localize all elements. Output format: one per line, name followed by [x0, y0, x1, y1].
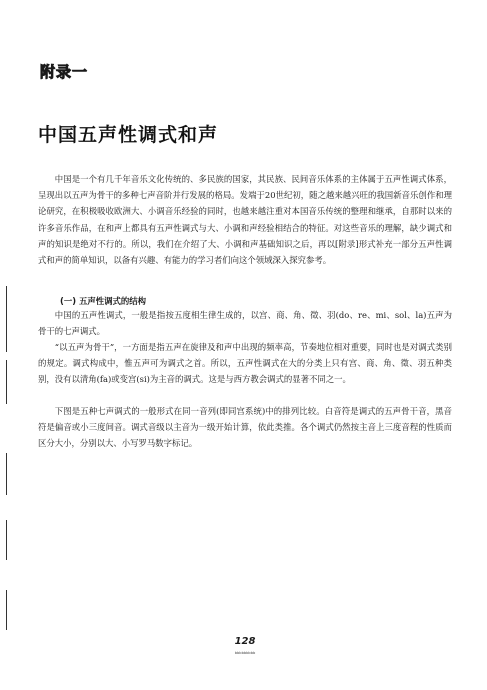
chapter-title: 中国五声性调式和声 — [38, 124, 219, 146]
appendix-label: 附录一 — [40, 63, 89, 81]
scan-margin-line — [6, 590, 7, 630]
scan-margin-line — [6, 453, 7, 495]
page-number: 128 — [234, 636, 256, 647]
footer-mark: bbbbbbbbb — [234, 651, 256, 655]
scan-margin-line — [6, 360, 7, 404]
scan-margin-line — [6, 286, 7, 352]
section-heading: (一) 五声性调式的结构 — [60, 296, 146, 306]
body-paragraph: 下图是五种七声调式的一般形式在同一音列(即同宫系统)中的排列比较。白音符是调式的五声骨干音，黑音符是偏音或小三度间音。调式音级以主音为一级开始计算，依此类推。各个调式仍然按主音上三度音程的性质而区分大小，分别以大、小写罗马数字标记。 — [38, 406, 452, 449]
intro-paragraph: 中国是一个有几千年音乐文化传统的、多民族的国家，其民族、民间音乐体系的主体属于五声性调式体系，呈现出以五声为骨干的多种七声音阶并行发展的格局。发端于20世纪初，随之越来越兴旺的我国新音乐创作和理论研究，在积极吸收欧洲大、小调音乐经验的同时，也越来越注重对本国音乐传统的整理和继承，自那时以来的许多音乐作品，在和声上都具有五声性调式与大、小调和声经验相结合的特征。对这些音乐的理解，缺少调式和声的知识是绝对不行的。所以，我们在介绍了大、小调和声基础知识之后，再以[附录]形式补充一部分五声性调式和声的简单知识，以备有兴趣、有能力的学习者们向这个领域深入探究参考。 — [38, 174, 452, 266]
body-paragraph: 中国的五声性调式，一般是指按五度相生律生成的，以宫、商、角、徵、羽(do、re、mi、sol、la)五声为骨干的七声调式。 — [38, 310, 452, 337]
scan-margin-line — [6, 520, 7, 560]
body-paragraph: “以五声为骨干”，一方面是指五声在旋律及和声中出现的频率高，节奏地位相对重要，同时也是对调式类别的规定。调式构成中，惟五声可为调式之首。所以，五声性调式在大的分类上只有宫、商、角、徵、羽五种类别，没有以清角(fa)或变宫(si)为主音的调式。这是与西方教会调式的显著不同之一。 — [38, 342, 452, 385]
